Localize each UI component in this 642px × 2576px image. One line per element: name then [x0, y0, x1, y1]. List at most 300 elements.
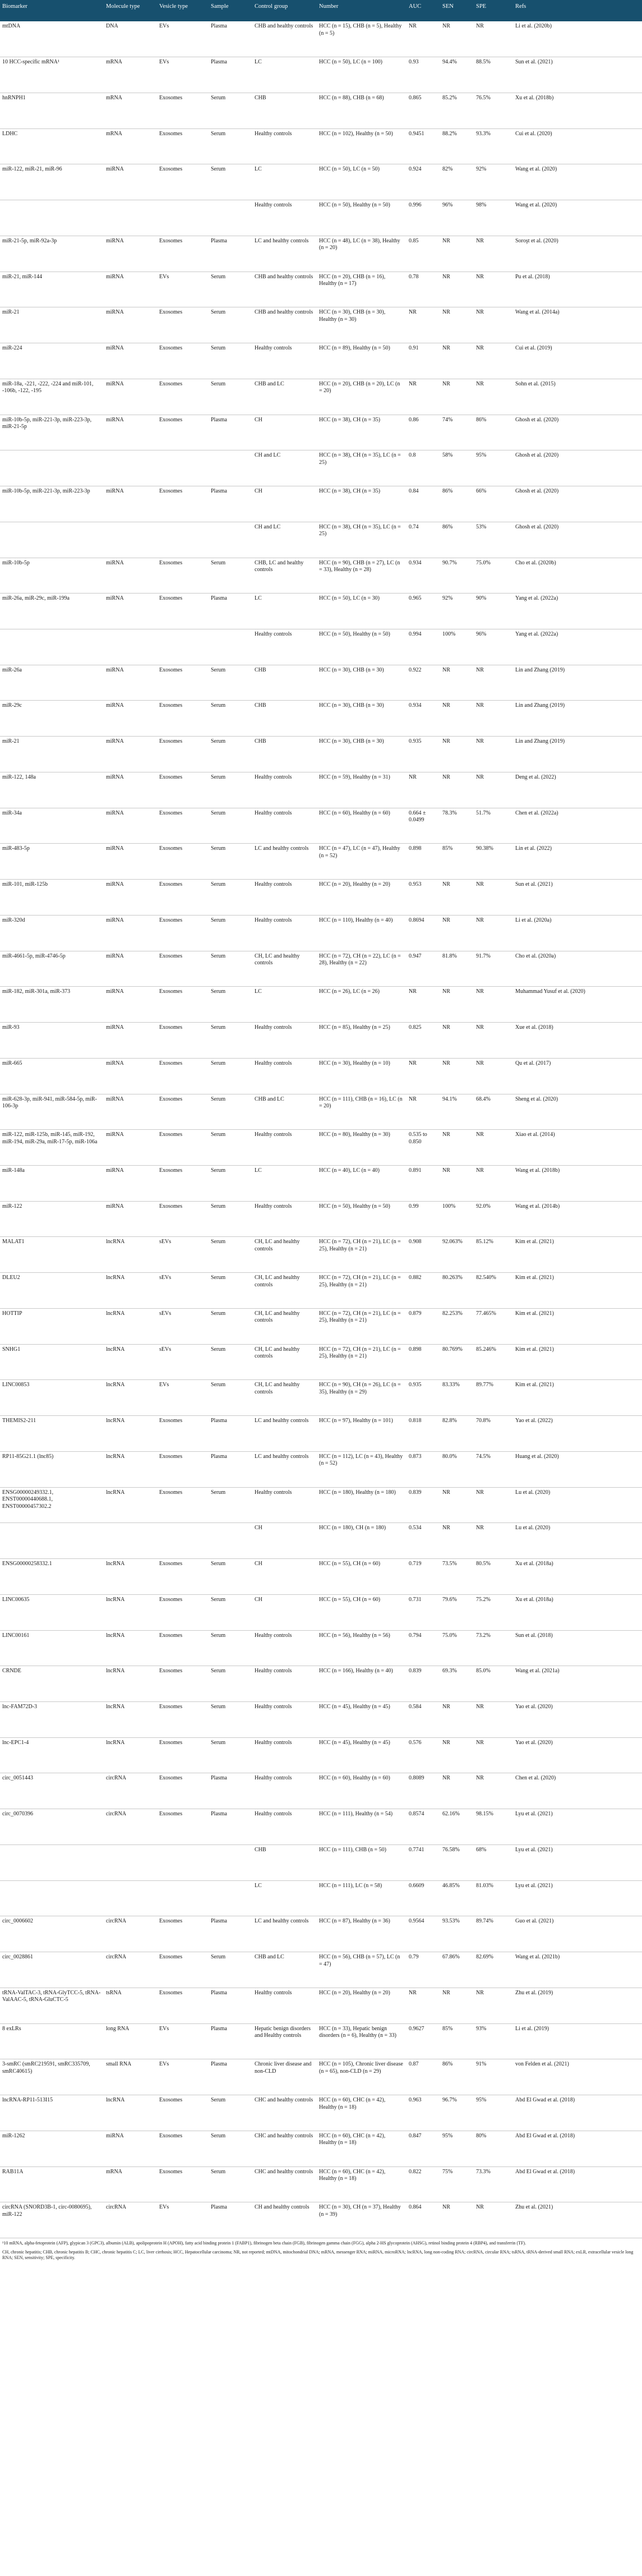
auc-cell: 0.865	[407, 93, 440, 128]
refs-cell: Lu et al. (2020)	[513, 1523, 642, 1559]
vesicle-type-cell: EVs	[157, 57, 209, 93]
refs-cell: Yao et al. (2020)	[513, 1702, 642, 1738]
molecule-type-cell: circRNA	[104, 1809, 157, 1845]
header-number: Number	[317, 0, 407, 21]
refs-cell: Wang et al. (2021b)	[513, 1952, 642, 1988]
sample-cell: Serum	[209, 1487, 252, 1523]
refs-cell: Sohn et al. (2015)	[513, 379, 642, 415]
vesicle-type-cell: Exosomes	[157, 93, 209, 128]
biomarker-cell: miR-148a	[0, 1166, 104, 1202]
spe-cell: 51.7%	[474, 808, 513, 844]
biomarker-cell: miR-182, miR-301a, miR-373	[0, 987, 104, 1023]
spe-cell: 73.3%	[474, 2166, 513, 2202]
vesicle-type-cell: Exosomes	[157, 1023, 209, 1059]
refs-cell: Li et al. (2020a)	[513, 915, 642, 951]
refs-cell: Huang et al. (2020)	[513, 1451, 642, 1487]
auc-cell: 0.953	[407, 880, 440, 916]
sample-cell	[209, 450, 252, 486]
molecule-type-cell: miRNA	[104, 558, 157, 594]
table-row	[0, 1952, 642, 1988]
biomarker-cell: CRNDE	[0, 1666, 104, 1702]
control-group-cell: LC	[252, 57, 317, 93]
vesicle-type-cell: Exosomes	[157, 307, 209, 343]
sample-cell: Serum	[209, 128, 252, 164]
auc-cell: 0.86	[407, 415, 440, 450]
refs-cell: Muhammad Yusuf et al. (2020)	[513, 987, 642, 1023]
sample-cell	[209, 1523, 252, 1559]
table-row	[0, 629, 642, 665]
number-cell: HCC (n = 30), Healthy (n = 10)	[317, 1058, 407, 1094]
molecule-type-cell: miRNA	[104, 486, 157, 522]
spe-cell: 88.5%	[474, 57, 513, 93]
molecule-type-cell: miRNA	[104, 594, 157, 629]
control-group-cell: CH	[252, 1559, 317, 1595]
table-row	[0, 2131, 642, 2166]
table-row	[0, 93, 642, 128]
number-cell: HCC (n = 105), Chronic liver disease (n = 65), non-CLD (n = 29)	[317, 2059, 407, 2095]
sen-cell: 46.85%	[440, 1880, 474, 1916]
sample-cell: Serum	[209, 665, 252, 701]
table-row	[0, 558, 642, 594]
number-cell: HCC (n = 72), CH (n = 21), LC (n = 25), Healthy (n = 21)	[317, 1308, 407, 1344]
spe-cell: 75.2%	[474, 1594, 513, 1630]
sample-cell: Plasma	[209, 2059, 252, 2095]
auc-cell: 0.87	[407, 2059, 440, 2095]
table-row	[0, 1916, 642, 1952]
molecule-type-cell: miRNA	[104, 701, 157, 737]
auc-cell: 0.839	[407, 1666, 440, 1702]
vesicle-type-cell: EVs	[157, 21, 209, 57]
vesicle-type-cell: Exosomes	[157, 737, 209, 772]
table-row	[0, 594, 642, 629]
number-cell: HCC (n = 50), LC (n = 30)	[317, 594, 407, 629]
control-group-cell: CHB	[252, 93, 317, 128]
table-row	[0, 2023, 642, 2059]
table-row	[0, 1844, 642, 1880]
sample-cell: Plasma	[209, 1809, 252, 1845]
refs-cell: Lin and Zhang (2019)	[513, 665, 642, 701]
biomarker-cell: miR-21	[0, 307, 104, 343]
spe-cell: 98.15%	[474, 1809, 513, 1845]
sample-cell: Plasma	[209, 594, 252, 629]
control-group-cell: CHB	[252, 665, 317, 701]
biomarker-cell: miR-10b-5p, miR-221-3p, miR-223-3p, miR-21-5p	[0, 415, 104, 450]
spe-cell: NR	[474, 737, 513, 772]
control-group-cell: CH and LC	[252, 522, 317, 558]
auc-cell: 0.85	[407, 236, 440, 272]
biomarker-cell: miR-122, miR-125b, miR-145, miR-192, miR-194, miR-29a, miR-17-5p, miR-106a	[0, 1130, 104, 1166]
auc-cell: 0.78	[407, 272, 440, 307]
sample-cell: Serum	[209, 1201, 252, 1237]
control-group-cell: CH, LC and healthy controls	[252, 951, 317, 987]
sen-cell: 62.16%	[440, 1809, 474, 1845]
number-cell: HCC (n = 20), CHB (n = 20), LC (n = 20)	[317, 379, 407, 415]
molecule-type-cell: miRNA	[104, 737, 157, 772]
biomarker-cell	[0, 1844, 104, 1880]
molecule-type-cell: miRNA	[104, 379, 157, 415]
sen-cell: 94.1%	[440, 1094, 474, 1130]
molecule-type-cell: circRNA	[104, 1773, 157, 1809]
vesicle-type-cell	[157, 522, 209, 558]
sample-cell	[209, 522, 252, 558]
sample-cell: Plasma	[209, 2023, 252, 2059]
molecule-type-cell: lncRNA	[104, 1344, 157, 1380]
refs-cell: Xu et al. (2018a)	[513, 1594, 642, 1630]
spe-cell: 92.0%	[474, 1201, 513, 1237]
spe-cell: NR	[474, 880, 513, 916]
auc-cell: 0.898	[407, 1344, 440, 1380]
biomarker-cell: mtDNA	[0, 21, 104, 57]
spe-cell: 82.540%	[474, 1273, 513, 1309]
sen-cell: 80.769%	[440, 1344, 474, 1380]
molecule-type-cell: miRNA	[104, 307, 157, 343]
auc-cell: 0.879	[407, 1308, 440, 1344]
control-group-cell: Healthy controls	[252, 1487, 317, 1523]
refs-cell: Abd El Gwad et al. (2018)	[513, 2131, 642, 2166]
spe-cell: 90%	[474, 594, 513, 629]
molecule-type-cell: mRNA	[104, 57, 157, 93]
vesicle-type-cell: Exosomes	[157, 1559, 209, 1595]
molecule-type-cell: miRNA	[104, 915, 157, 951]
number-cell: HCC (n = 85), Healthy (n = 25)	[317, 1023, 407, 1059]
vesicle-type-cell: Exosomes	[157, 128, 209, 164]
table-row	[0, 486, 642, 522]
spe-cell: 95%	[474, 450, 513, 486]
sen-cell: NR	[440, 987, 474, 1023]
spe-cell: 53%	[474, 522, 513, 558]
table-row	[0, 1666, 642, 1702]
biomarker-cell: miR-101, miR-125b	[0, 880, 104, 916]
table-row	[0, 2166, 642, 2202]
biomarker-cell: miR-93	[0, 1023, 104, 1059]
spe-cell: 73.2%	[474, 1630, 513, 1666]
vesicle-type-cell: Exosomes	[157, 772, 209, 808]
table-row	[0, 1201, 642, 1237]
sen-cell: 75%	[440, 2166, 474, 2202]
vesicle-type-cell: Exosomes	[157, 665, 209, 701]
sample-cell: Serum	[209, 379, 252, 415]
spe-cell: NR	[474, 915, 513, 951]
table-row	[0, 1702, 642, 1738]
sample-cell: Serum	[209, 2131, 252, 2166]
spe-cell: 74.5%	[474, 1451, 513, 1487]
sen-cell: 95%	[440, 2131, 474, 2166]
sample-cell: Serum	[209, 1702, 252, 1738]
spe-cell: 98%	[474, 200, 513, 236]
molecule-type-cell: long RNA	[104, 2023, 157, 2059]
number-cell: HCC (n = 72), CH (n = 21), LC (n = 25), Healthy (n = 21)	[317, 1237, 407, 1273]
auc-cell: 0.99	[407, 1201, 440, 1237]
table-footnote: ¹10 mRNA, alpha-fetoprotein (AFP), glypican 3 (GPC3), albumin (ALB), apolipoprotein H (APOH), fatty acid binding protein 1 (FABP1), fibrinogen beta chain (FGB), fibrinogen gamma chain (FGG), alpha 2-HS glycoprotein (AHSG), retinol binding protein 4 (RBP4), and transferrin (TF).	[2, 2241, 526, 2246]
auc-cell: 0.794	[407, 1630, 440, 1666]
refs-cell: Qu et al. (2017)	[513, 1058, 642, 1094]
auc-cell: NR	[407, 987, 440, 1023]
sample-cell: Serum	[209, 915, 252, 951]
sample-cell	[209, 629, 252, 665]
biomarker-cell: circ_0070396	[0, 1809, 104, 1845]
sample-cell: Serum	[209, 1058, 252, 1094]
table-row	[0, 701, 642, 737]
vesicle-type-cell: Exosomes	[157, 1952, 209, 1988]
vesicle-type-cell: Exosomes	[157, 1737, 209, 1773]
molecule-type-cell: miRNA	[104, 164, 157, 200]
sample-cell: Serum	[209, 701, 252, 737]
refs-cell: Cui et al. (2020)	[513, 128, 642, 164]
refs-cell: Deng et al. (2022)	[513, 772, 642, 808]
biomarker-cell: miR-122	[0, 1201, 104, 1237]
molecule-type-cell: lncRNA	[104, 1666, 157, 1702]
number-cell: HCC (n = 166), Healthy (n = 40)	[317, 1666, 407, 1702]
molecule-type-cell: small RNA	[104, 2059, 157, 2095]
sample-cell: Serum	[209, 2166, 252, 2202]
refs-cell: Wang et al. (2020)	[513, 164, 642, 200]
sample-cell: Serum	[209, 1023, 252, 1059]
sen-cell: NR	[440, 1773, 474, 1809]
auc-cell: 0.996	[407, 200, 440, 236]
control-group-cell: CHB and LC	[252, 379, 317, 415]
number-cell: HCC (n = 30), CHB (n = 30), Healthy (n = 30)	[317, 307, 407, 343]
spe-cell: NR	[474, 1773, 513, 1809]
sample-cell	[209, 1880, 252, 1916]
number-cell: HCC (n = 60), CHC (n = 42), Healthy (n = 18)	[317, 2131, 407, 2166]
sen-cell: NR	[440, 272, 474, 307]
molecule-type-cell: lncRNA	[104, 1380, 157, 1416]
control-group-cell: CHC and healthy controls	[252, 2131, 317, 2166]
vesicle-type-cell: Exosomes	[157, 1630, 209, 1666]
vesicle-type-cell: EVs	[157, 1380, 209, 1416]
spe-cell: NR	[474, 1058, 513, 1094]
sen-cell: NR	[440, 880, 474, 916]
number-cell: HCC (n = 26), LC (n = 26)	[317, 987, 407, 1023]
vesicle-type-cell: Exosomes	[157, 1666, 209, 1702]
table-row	[0, 1166, 642, 1202]
sample-cell: Serum	[209, 951, 252, 987]
sample-cell: Serum	[209, 164, 252, 200]
auc-cell: 0.7741	[407, 1844, 440, 1880]
vesicle-type-cell: Exosomes	[157, 1130, 209, 1166]
refs-cell: Cho et al. (2020a)	[513, 951, 642, 987]
vesicle-type-cell: Exosomes	[157, 880, 209, 916]
auc-cell: 0.9627	[407, 2023, 440, 2059]
control-group-cell: LC	[252, 164, 317, 200]
table-row	[0, 737, 642, 772]
control-group-cell: LC and healthy controls	[252, 1416, 317, 1452]
sample-cell: Plasma	[209, 1988, 252, 2023]
number-cell: HCC (n = 110), Healthy (n = 40)	[317, 915, 407, 951]
sample-cell: Serum	[209, 737, 252, 772]
vesicle-type-cell: Exosomes	[157, 1058, 209, 1094]
biomarker-cell: RAB11A	[0, 2166, 104, 2202]
spe-cell: NR	[474, 379, 513, 415]
spe-cell: 81.03%	[474, 1880, 513, 1916]
control-group-cell: LC and healthy controls	[252, 1916, 317, 1952]
number-cell: HCC (n = 80), Healthy (n = 30)	[317, 1130, 407, 1166]
biomarker-cell: miR-10b-5p, miR-221-3p, miR-223-3p	[0, 486, 104, 522]
number-cell: HCC (n = 38), CH (n = 35), LC (n = 25)	[317, 522, 407, 558]
number-cell: HCC (n = 60), CHC (n = 42), Healthy (n = 18)	[317, 2095, 407, 2131]
sen-cell: NR	[440, 1023, 474, 1059]
molecule-type-cell: lncRNA	[104, 1559, 157, 1595]
sample-cell: Serum	[209, 1380, 252, 1416]
number-cell: HCC (n = 72), CH (n = 22), LC (n = 28), Healthy (n = 22)	[317, 951, 407, 987]
control-group-cell: CH	[252, 1523, 317, 1559]
biomarker-cell: miR-4661-5p, miR-4746-5p	[0, 951, 104, 987]
control-group-cell: Healthy controls	[252, 1666, 317, 1702]
biomarker-cell: circ_0028861	[0, 1952, 104, 1988]
refs-cell: Guo et al. (2021)	[513, 1916, 642, 1952]
number-cell: HCC (n = 180), CH (n = 180)	[317, 1523, 407, 1559]
spe-cell: NR	[474, 987, 513, 1023]
table-row	[0, 236, 642, 272]
table-row	[0, 379, 642, 415]
refs-cell: Cui et al. (2019)	[513, 343, 642, 379]
spe-cell: NR	[474, 21, 513, 57]
biomarker-cell	[0, 522, 104, 558]
auc-cell: 0.9564	[407, 1916, 440, 1952]
sample-cell: Plasma	[209, 415, 252, 450]
vesicle-type-cell: Exosomes	[157, 164, 209, 200]
control-group-cell: CH, LC and healthy controls	[252, 1344, 317, 1380]
vesicle-type-cell: Exosomes	[157, 2131, 209, 2166]
auc-cell: 0.93	[407, 57, 440, 93]
molecule-type-cell: miRNA	[104, 844, 157, 880]
biomarker-cell: miR-483-5p	[0, 844, 104, 880]
sample-cell: Serum	[209, 1308, 252, 1344]
table-row	[0, 2202, 642, 2238]
refs-cell: Kim et al. (2021)	[513, 1273, 642, 1309]
table-row	[0, 1380, 642, 1416]
molecule-type-cell: lncRNA	[104, 1630, 157, 1666]
biomarker-cell	[0, 1880, 104, 1916]
header-sen: SEN	[440, 0, 474, 21]
table-row	[0, 1880, 642, 1916]
control-group-cell: CH	[252, 415, 317, 450]
number-cell: HCC (n = 55), CH (n = 60)	[317, 1559, 407, 1595]
spe-cell: NR	[474, 2202, 513, 2238]
spe-cell: NR	[474, 1702, 513, 1738]
table-row	[0, 808, 642, 844]
sample-cell: Serum	[209, 1630, 252, 1666]
control-group-cell: Chronic liver disease and non-CLD	[252, 2059, 317, 2095]
molecule-type-cell: circRNA	[104, 2202, 157, 2238]
refs-cell: Chen et al. (2020)	[513, 1773, 642, 1809]
table-row	[0, 1773, 642, 1809]
molecule-type-cell: miRNA	[104, 1058, 157, 1094]
sen-cell: 93.53%	[440, 1916, 474, 1952]
sample-cell: Serum	[209, 558, 252, 594]
control-group-cell: CH	[252, 1594, 317, 1630]
header-spe: SPE	[474, 0, 513, 21]
refs-cell: Li et al. (2019)	[513, 2023, 642, 2059]
control-group-cell: LC	[252, 594, 317, 629]
sample-cell: Serum	[209, 1344, 252, 1380]
vesicle-type-cell: Exosomes	[157, 987, 209, 1023]
control-group-cell: LC	[252, 1880, 317, 1916]
refs-cell: Ghosh et al. (2020)	[513, 522, 642, 558]
auc-cell: 0.935	[407, 1380, 440, 1416]
sen-cell: 79.6%	[440, 1594, 474, 1630]
table-row	[0, 880, 642, 916]
spe-cell: 93%	[474, 2023, 513, 2059]
molecule-type-cell: lncRNA	[104, 2095, 157, 2131]
auc-cell: NR	[407, 772, 440, 808]
number-cell: HCC (n = 111), CHB (n = 50)	[317, 1844, 407, 1880]
refs-cell: Sun et al. (2021)	[513, 57, 642, 93]
sample-cell: Plasma	[209, 1451, 252, 1487]
molecule-type-cell: lncRNA	[104, 1702, 157, 1738]
sen-cell: 82%	[440, 164, 474, 200]
control-group-cell: Healthy controls	[252, 1058, 317, 1094]
vesicle-type-cell: Exosomes	[157, 1809, 209, 1845]
sen-cell: 86%	[440, 2059, 474, 2095]
spe-cell: 85.0%	[474, 1666, 513, 1702]
sample-cell: Serum	[209, 1737, 252, 1773]
spe-cell: NR	[474, 1737, 513, 1773]
control-group-cell: LC and healthy controls	[252, 844, 317, 880]
table-row	[0, 1737, 642, 1773]
vesicle-type-cell: EVs	[157, 272, 209, 307]
biomarker-cell: circ_0006602	[0, 1916, 104, 1952]
spe-cell: 75.0%	[474, 558, 513, 594]
sen-cell: NR	[440, 1058, 474, 1094]
number-cell: HCC (n = 55), CH (n = 60)	[317, 1594, 407, 1630]
vesicle-type-cell	[157, 1523, 209, 1559]
control-group-cell: CHB and healthy controls	[252, 21, 317, 57]
vesicle-type-cell: Exosomes	[157, 1702, 209, 1738]
number-cell: HCC (n = 87), Healthy (n = 36)	[317, 1916, 407, 1952]
number-cell: HCC (n = 102), Healthy (n = 50)	[317, 128, 407, 164]
molecule-type-cell: lncRNA	[104, 1273, 157, 1309]
sen-cell: NR	[440, 1702, 474, 1738]
vesicle-type-cell: Exosomes	[157, 1201, 209, 1237]
table-row	[0, 1523, 642, 1559]
auc-cell: 0.839	[407, 1487, 440, 1523]
number-cell: HCC (n = 180), Healthy (n = 180)	[317, 1487, 407, 1523]
refs-cell: Yao et al. (2020)	[513, 1737, 642, 1773]
table-row	[0, 1273, 642, 1309]
molecule-type-cell: miRNA	[104, 415, 157, 450]
spe-cell: 93.3%	[474, 128, 513, 164]
control-group-cell: CHB	[252, 701, 317, 737]
biomarker-cell: hnRNPH1	[0, 93, 104, 128]
sample-cell: Plasma	[209, 1916, 252, 1952]
biomarker-cell: lncRNA-RP11-513I15	[0, 2095, 104, 2131]
table-row	[0, 1237, 642, 1273]
number-cell: HCC (n = 90), CH (n = 26), LC (n = 35), Healthy (n = 29)	[317, 1380, 407, 1416]
sample-cell: Serum	[209, 987, 252, 1023]
number-cell: HCC (n = 15), CHB (n = 5), Healthy (n = 5)	[317, 21, 407, 57]
sample-cell: Plasma	[209, 2202, 252, 2238]
biomarker-cell: MALAT1	[0, 1237, 104, 1273]
sample-cell	[209, 200, 252, 236]
vesicle-type-cell: Exosomes	[157, 1916, 209, 1952]
header-molecule-type: Molecule type	[104, 0, 157, 21]
table-row	[0, 1630, 642, 1666]
molecule-type-cell: miRNA	[104, 236, 157, 272]
control-group-cell: CHB	[252, 1844, 317, 1880]
table-row	[0, 915, 642, 951]
refs-cell: Zhu et al. (2021)	[513, 2202, 642, 2238]
control-group-cell: Healthy controls	[252, 1809, 317, 1845]
vesicle-type-cell: sEVs	[157, 1344, 209, 1380]
control-group-cell: CH and healthy controls	[252, 2202, 317, 2238]
spe-cell: 82.69%	[474, 1952, 513, 1988]
sample-cell: Serum	[209, 772, 252, 808]
sample-cell: Serum	[209, 880, 252, 916]
spe-cell: NR	[474, 1023, 513, 1059]
biomarker-cell: tRNA-ValTAC-3, tRNA-GlyTCC-5, tRNA-ValAAC-5, tRNA-GluCTC-5	[0, 1988, 104, 2023]
molecule-type-cell: miRNA	[104, 1023, 157, 1059]
